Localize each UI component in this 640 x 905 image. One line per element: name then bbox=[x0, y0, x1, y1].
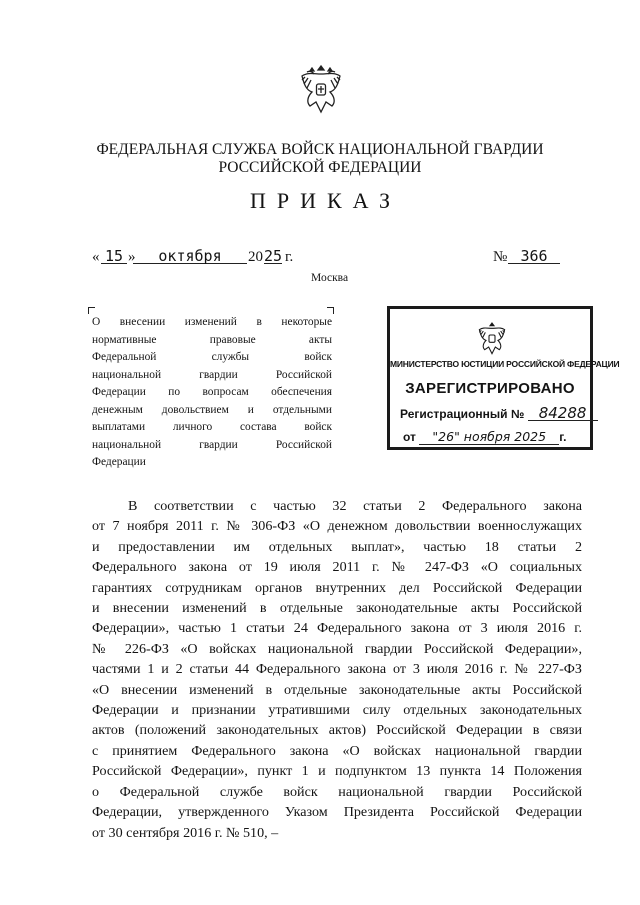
order-number: 366 bbox=[508, 249, 560, 264]
stamp-date-suffix: г. bbox=[559, 430, 567, 444]
body-line: и предоставлении им отдельных выплат», частью 18 статьи 2 bbox=[92, 538, 582, 555]
stamp-ministry: МИНИСТЕРСТВО ЮСТИЦИИ РОССИЙСКОЙ ФЕДЕРАЦИИ bbox=[390, 359, 620, 369]
date-day-field bbox=[101, 249, 127, 266]
body-line: Федерации и признании утратившими силу отдельных законодательных bbox=[92, 702, 582, 719]
body-line: гарантиях сотрудникам органов внутренних дел Российской Федерации bbox=[92, 579, 582, 596]
city: Москва bbox=[311, 272, 349, 284]
stamp-date-row bbox=[403, 430, 566, 445]
date-month-field bbox=[133, 249, 247, 266]
order-subject bbox=[92, 314, 332, 472]
stamp-registered: ЗАРЕГИСТРИРОВАНО bbox=[405, 380, 575, 397]
subject-line: Федеральной службы войск bbox=[92, 351, 332, 363]
date-year-abbr: г. bbox=[285, 249, 294, 265]
date-year-suffix: 25 bbox=[264, 247, 283, 265]
body-line: с принятием Федерального закона «О войсках национальной гвардии bbox=[92, 742, 582, 759]
stamp-eagle-emblem-icon bbox=[475, 319, 509, 359]
body-line: от 7 ноября 2011 г. № 306-ФЗ «О денежном довольствии военнослужащих bbox=[92, 518, 582, 535]
date-open-quote: « bbox=[92, 249, 100, 265]
agency-name-line: ФЕДЕРАЛЬНАЯ СЛУЖБА ВОЙСК НАЦИОНАЛЬНОЙ ГВАРДИИ bbox=[96, 141, 544, 158]
subject-corner-top-left bbox=[88, 307, 95, 314]
subject-line: Федерации bbox=[92, 456, 146, 468]
body-line: о Федеральной службе войск национальной гвардии Российской bbox=[92, 783, 582, 800]
stamp-reg-label: Регистрационный № bbox=[400, 407, 525, 421]
double-headed-eagle-emblem-icon bbox=[296, 60, 346, 120]
subject-line: денежным довольствием и отдельными bbox=[92, 403, 332, 416]
date-month: октября bbox=[133, 249, 247, 264]
stamp-reg-number-row bbox=[400, 406, 598, 421]
document-type-title: ПРИКАЗ bbox=[249, 188, 402, 213]
body-line: и внесении изменений в отдельные законодательные акты Российской bbox=[92, 600, 582, 617]
subject-line: выплатами личного состава войск bbox=[92, 421, 332, 433]
body-line: частями 1 и 2 статьи 44 Федерального закона от 3 июля 2016 г. № 227-ФЗ bbox=[92, 661, 582, 678]
body-line: «О внесении изменений в отдельные законодательные акты Российской bbox=[92, 681, 582, 698]
body-line: актов (положений законодательных актов) Российской Федерации в связи bbox=[92, 722, 582, 739]
body-line: Российской Федерации», пункт 1 и подпунктом 13 пункта 14 Положения bbox=[92, 763, 582, 780]
body-line: Федерации», частью 1 статьи 24 Федерального закона от 3 июля 2016 г. bbox=[92, 620, 582, 637]
date-year-field bbox=[264, 249, 282, 266]
number-field bbox=[508, 249, 560, 266]
subject-corner-top-right bbox=[327, 307, 334, 314]
registration-stamp bbox=[387, 306, 620, 450]
body-line: № 226-ФЗ «О войсках национальной гвардии Российской Федерации», bbox=[92, 640, 582, 657]
body-line: Федерального закона от 19 июля 2011 г. № 247-ФЗ «О социальных bbox=[92, 559, 582, 576]
body-line: В соответствии с частью 32 статьи 2 Федерального закона bbox=[128, 498, 582, 514]
agency-name bbox=[0, 141, 640, 177]
date-close-quote: » bbox=[128, 249, 136, 265]
subject-line: нормативные правовые акты bbox=[92, 333, 332, 346]
agency-name-line: РОССИЙСКОЙ ФЕДЕРАЦИИ bbox=[218, 159, 422, 176]
date-year-prefix: 20 bbox=[248, 249, 263, 265]
stamp-reg-number: 84288 bbox=[528, 406, 598, 421]
body-line: Федерации, утвержденного Указом Президента Российской Федерации bbox=[92, 804, 582, 821]
subject-line: О внесении изменений в некоторые bbox=[92, 316, 332, 328]
body-line: от 30 сентября 2016 г. № 510, – bbox=[92, 824, 279, 841]
subject-line: национальной гвардии Российской bbox=[92, 438, 332, 451]
date-day: 15 bbox=[101, 249, 127, 264]
subject-line: национальной гвардии Российской bbox=[92, 368, 332, 381]
order-body bbox=[92, 496, 582, 843]
stamp-date-label: от bbox=[403, 430, 416, 444]
subject-line: Федерации по вопросам обеспечения bbox=[92, 386, 332, 398]
number-sign: № bbox=[493, 249, 508, 265]
stamp-date-value: "26" ноября 2025 bbox=[419, 430, 559, 445]
